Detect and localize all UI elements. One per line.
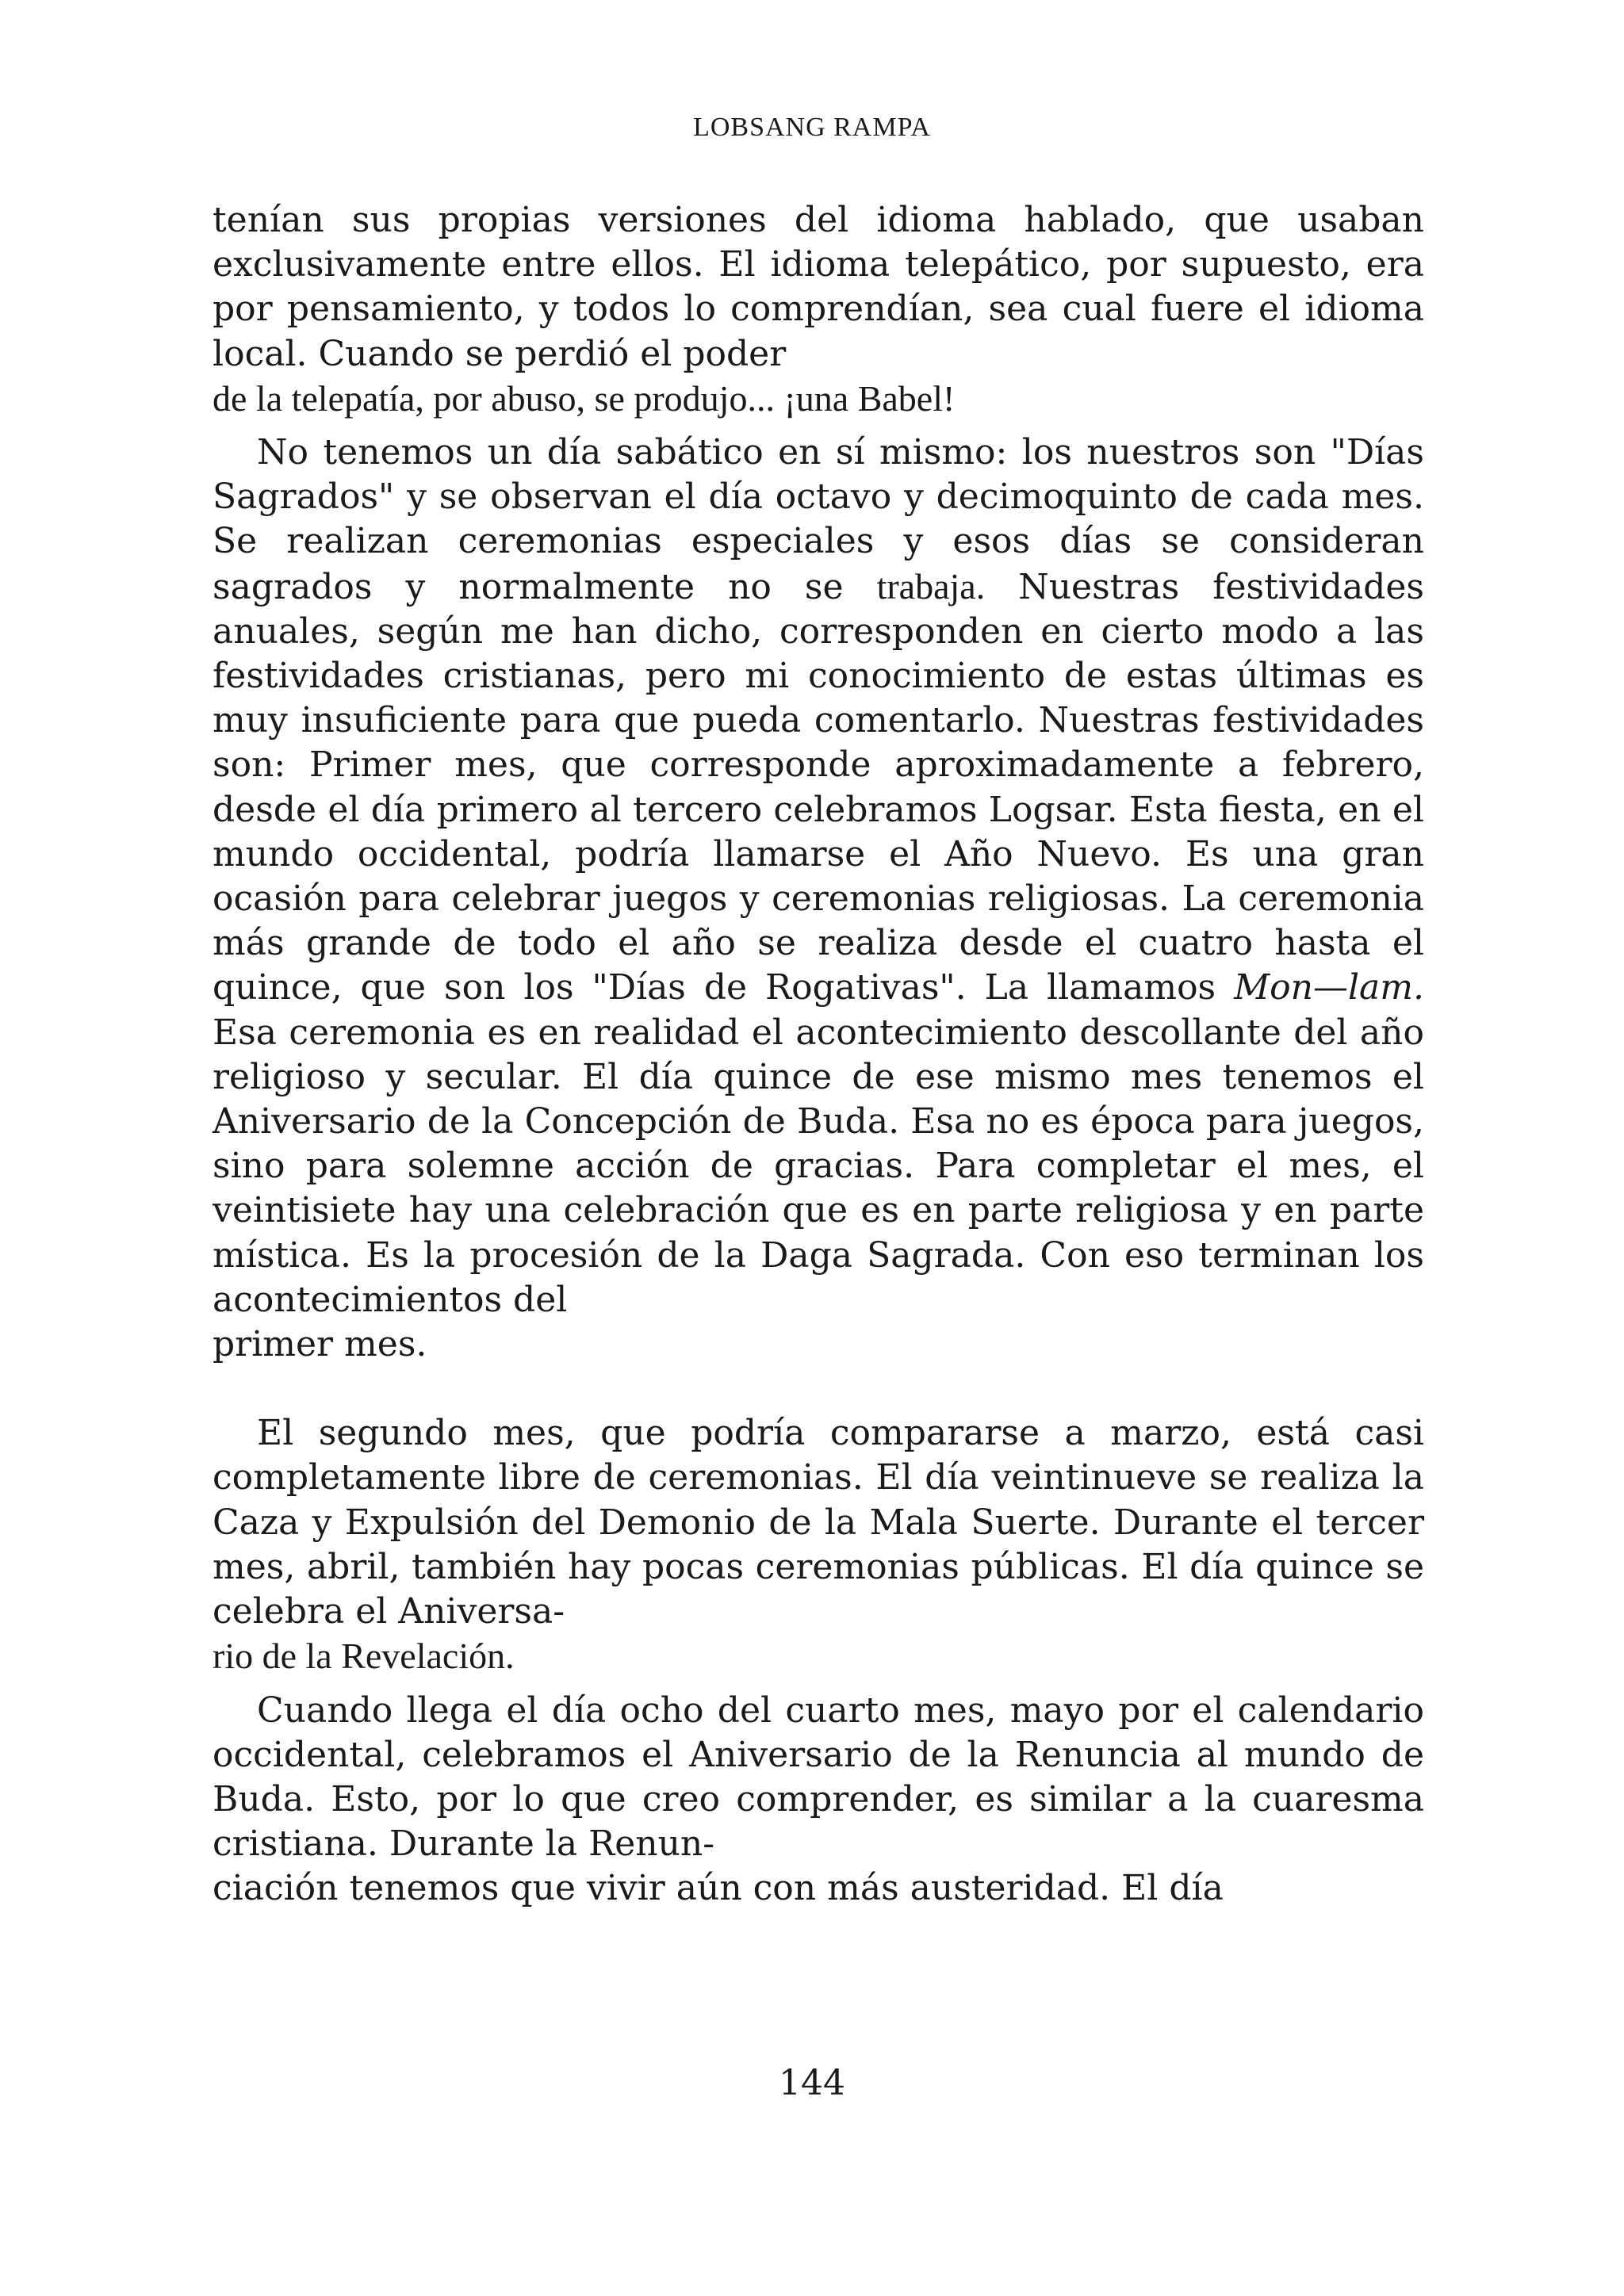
paragraph-2-last-line: primer mes. xyxy=(213,1324,427,1365)
paragraph-2-italic-monlam: Mon—lam. xyxy=(1234,967,1424,1008)
running-header: LOBSANG RAMPA xyxy=(693,113,931,142)
paragraph-2-opening xyxy=(213,430,1424,1322)
paragraph-2-word-trabaja: trabaja. xyxy=(876,565,986,607)
paragraph-3-last-line: rio de la Revelación. xyxy=(213,1636,515,1677)
paragraph-2-text-c: Nuestras festividades anuales, según me han dicho, corresponden en cierto modo a las festividades cristianas, pero mi conocimiento de estas últimas es muy insuficiente para que pueda comentarlo. Nuestras festividades son: Primer mes, que corresponde aproximadamente a febrero, desde el día primero al tercero celebramos Logsar. Esta fiesta, en el mundo occidental, podría llamarse el Año Nuevo. Es una gran ocasión para celebrar juegos y ceremonias religiosas. La ceremonia más grande de todo el año se realiza desde el cuatro hasta el quince, que son los "Días de Rogativas". La llamamos xyxy=(213,566,1424,1008)
paragraph-2-text-a: No tenemos un día sabático en sí mismo: los nuestros son "Días Sagrados" y se observan el día octavo y decimoquinto de cada mes. Se realizan ceremonias especiales y esos días se consideran sagrados y normalmente no se xyxy=(213,432,1424,607)
page-number: 144 xyxy=(779,2063,845,2103)
paragraph-2-text-d: Esa ceremonia es en realidad el acontecimiento descollante del año religioso y secular. El día quince de ese mismo mes tenemos el Aniversario de la Concepción de Buda. Esa no es época para juegos, sino para solemne acción de gracias. Para completar el mes, el veintisiete hay una celebración que es en parte religiosa y en parte mística. Es la procesión de la Daga Sagrada. Con eso terminan los acontecimientos del xyxy=(213,1012,1424,1320)
paragraph-4: Cuando llega el día ocho del cuarto mes, mayo por el calendario occidental, celebramos el Aniversario de la Renuncia al mundo de Buda. Esto, por lo que creo comprender, es similar a la cuaresma cristiana. Durante la Renun- xyxy=(213,1689,1424,1865)
paragraph-1-last-line: de la telepatía, por abuso, se produjo... ¡una Babel! xyxy=(213,377,956,419)
paragraph-4-last-line: ciación tenemos que vivir aún con más austeridad. El día xyxy=(213,1868,1224,1909)
paragraph-1-justified: tenían sus propias versiones del idioma hablado, que usaban exclusivamente entre ellos. El idioma telepático, por supuesto, era por pensamiento, y todos lo comprendían, sea cual fuere el idioma local. Cuando se perdió el poder xyxy=(213,200,1424,374)
paragraph-3: El segundo mes, que podría compararse a marzo, está casi completamente libre de ceremonias. El día veintinueve se realiza la Caza y Expulsión del Demonio de la Mala Suerte. Durante el tercer mes, abril, también hay pocas ceremonias públicas. El día quince se celebra el Aniversa- xyxy=(213,1413,1424,1632)
body-text xyxy=(213,198,1424,1911)
